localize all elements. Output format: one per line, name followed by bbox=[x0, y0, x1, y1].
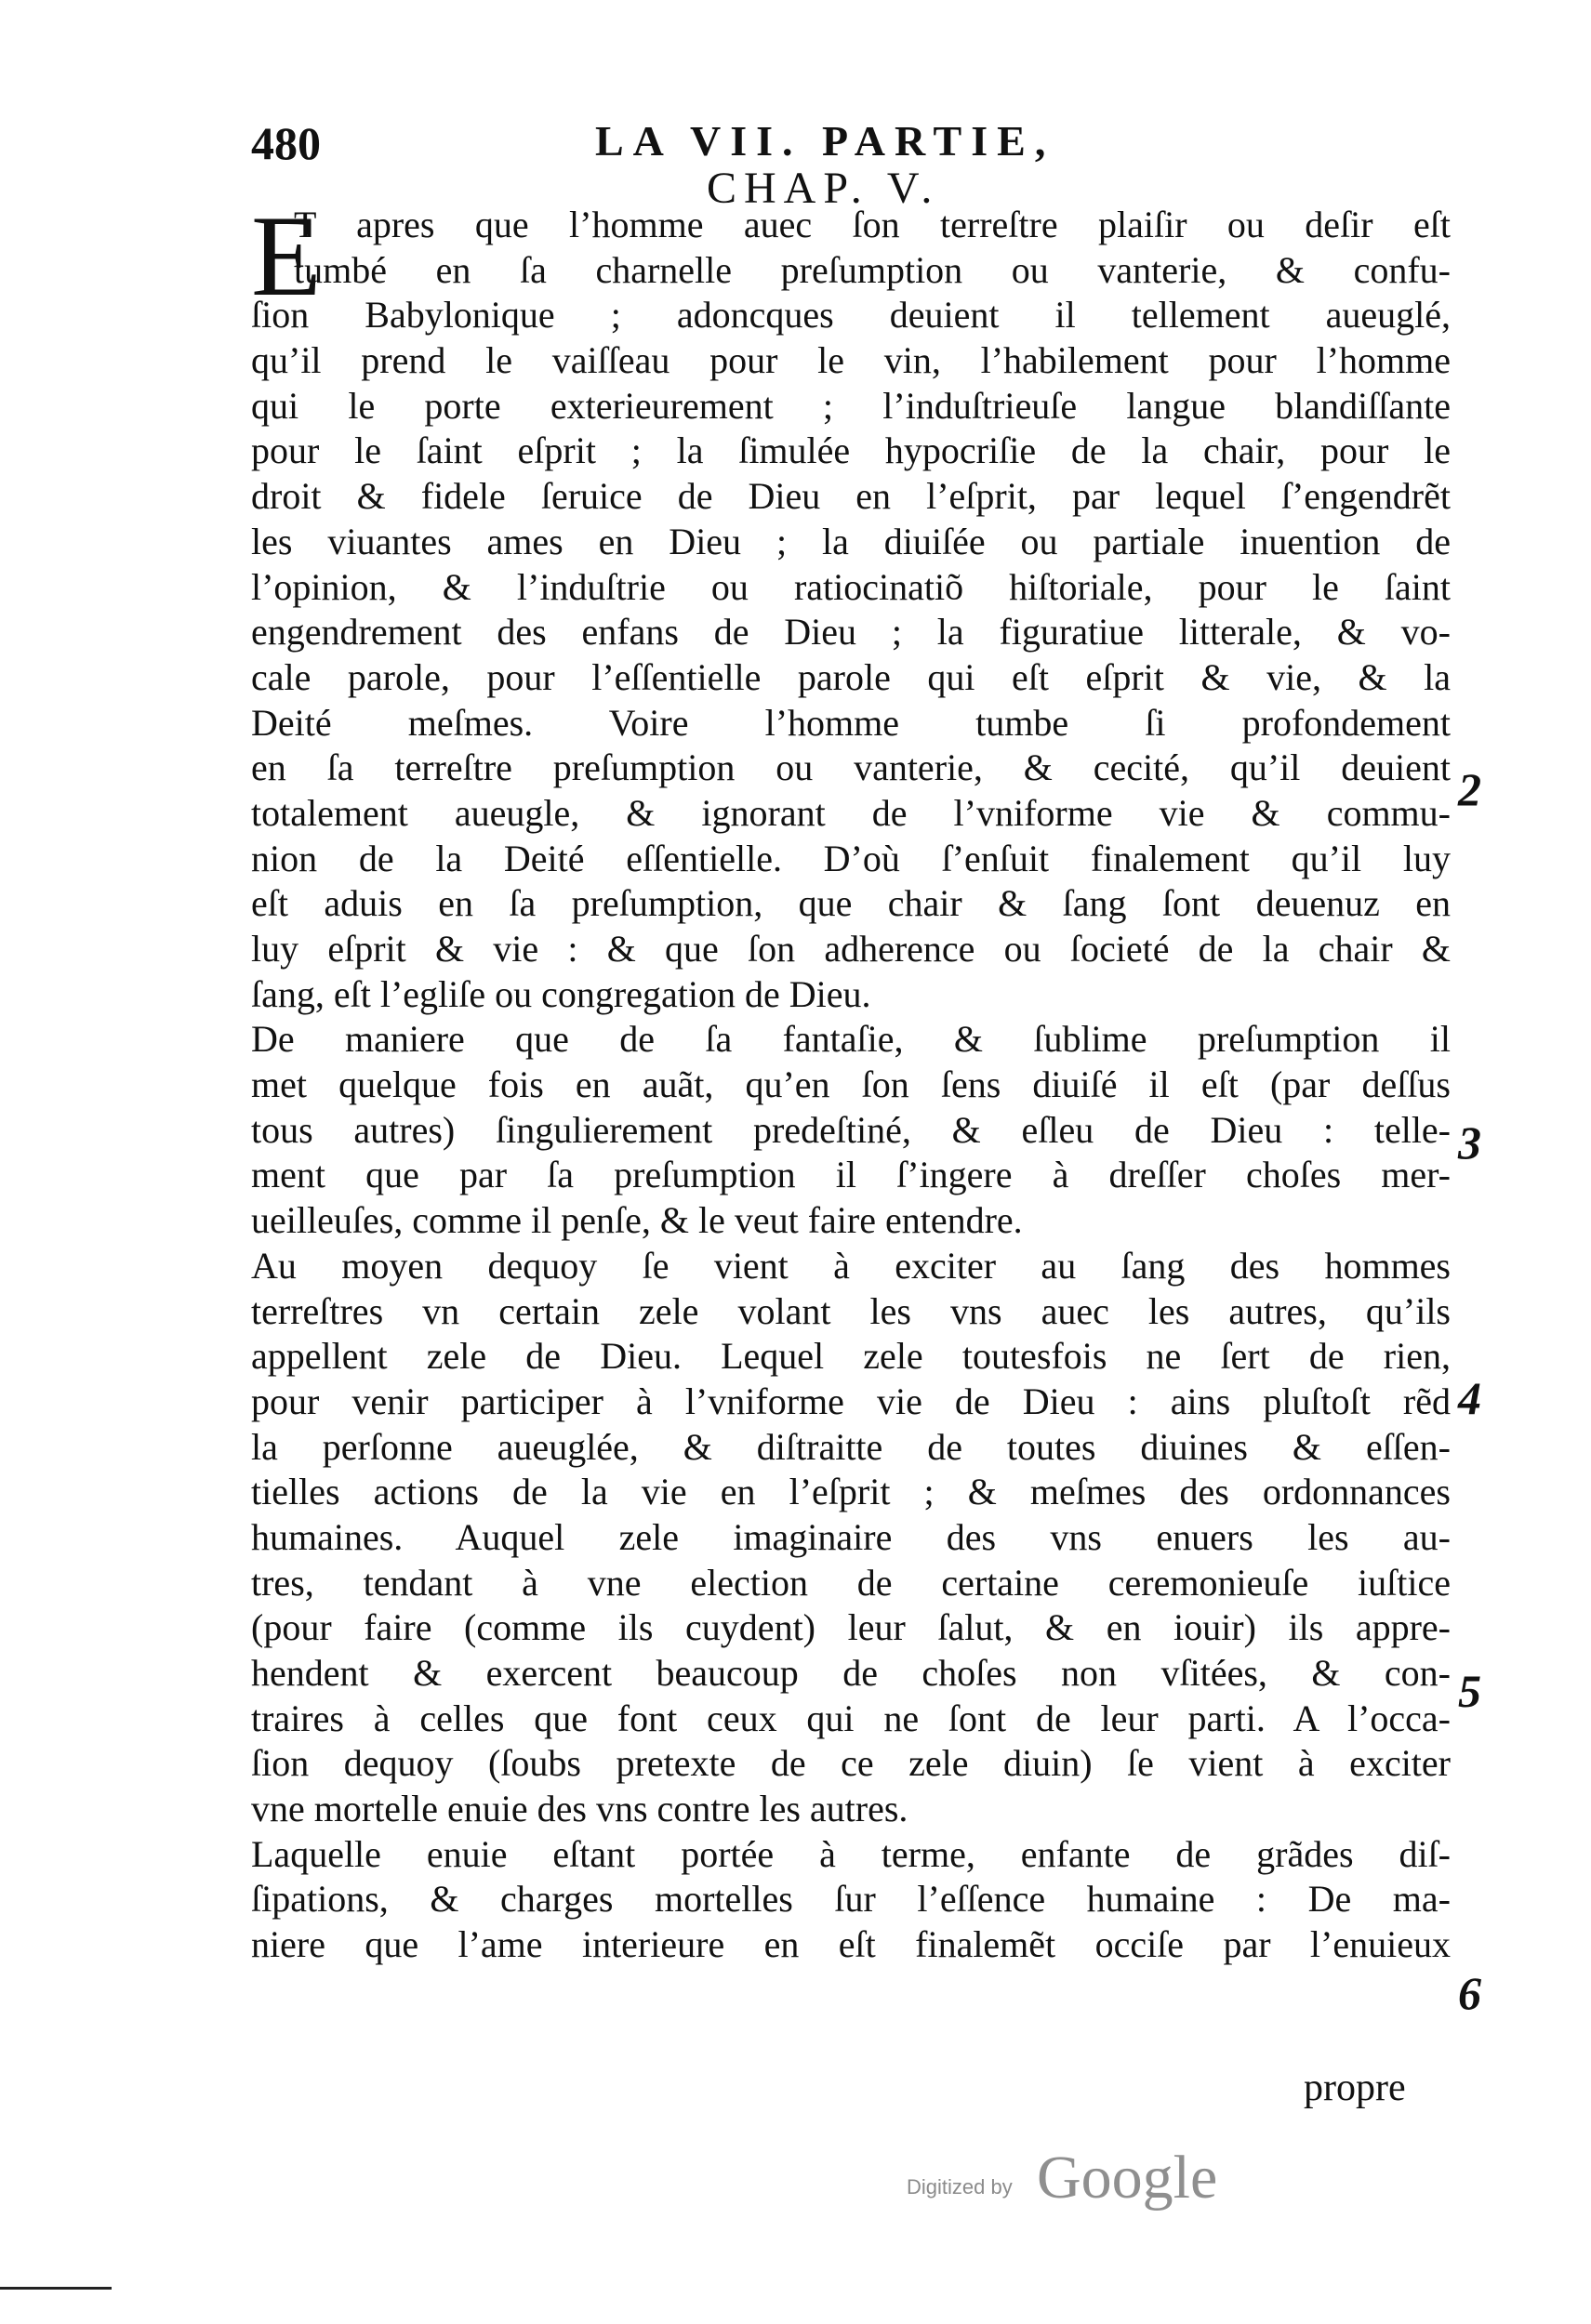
text-line: l’opinion, & l’induſtrie ou ratiocinatiõ hiſtoriale, pour le ſaint bbox=[251, 565, 1451, 608]
text-line: traires à celles que font ceux qui ne ſont de leur parti. A l’occa- bbox=[251, 1697, 1451, 1739]
chapter-title: CHAP. V. bbox=[707, 164, 940, 213]
text-line: ſion dequoy (ſoubs pretexte de ce zele diuin) ſe vient à exciter bbox=[251, 1742, 1451, 1785]
text-line: (pour faire (comme ils cuydent) leur ſalut, & en iouir) ils appre- bbox=[251, 1606, 1451, 1649]
text-line: les viuantes ames en Dieu ; la diuiſée ou partiale inuention de bbox=[251, 520, 1451, 562]
text-line: qui le porte exterieurement ; l’induſtrieuſe langue blandiſſante bbox=[251, 384, 1451, 427]
page-number: 480 bbox=[251, 117, 321, 169]
page-edge-line bbox=[0, 2287, 112, 2290]
google-logo: Google bbox=[1037, 2144, 1218, 2212]
text-line: Au moyen dequoy ſe vient à exciter au ſang des hommes bbox=[251, 1244, 1451, 1287]
text-line: totalement aueugle, & ignorant de l’vniforme vie & commu- bbox=[251, 791, 1451, 834]
text-line: tumbé en ſa charnelle preſumption ou vanterie, & confu- bbox=[294, 248, 1451, 291]
text-line: terreſtres vn certain zele volant les vns auec les autres, qu’ils bbox=[251, 1289, 1451, 1332]
text-line: Laquelle enuie eſtant portée à terme, enfante de grãdes diſ- bbox=[251, 1832, 1451, 1875]
text-line: vne mortelle enuie des vns contre les autres. bbox=[251, 1788, 908, 1830]
text-line: qu’il prend le vaiſſeau pour le vin, l’habilement pour l’homme bbox=[251, 339, 1451, 382]
text-line: hendent & exercent beaucoup de choſes non vſitées, & con- bbox=[251, 1652, 1451, 1694]
margin-number: 3 bbox=[1458, 1116, 1481, 1169]
text-line: nion de la Deité eſſentielle. D’où ſ’enſuit finalement qu’il luy bbox=[251, 837, 1451, 879]
text-line: De maniere que de ſa fantaſie, & ſublime preſumption il bbox=[251, 1018, 1451, 1061]
text-line: eſt aduis en ſa preſumption, que chair & ſang ſont deuenuz en bbox=[251, 882, 1451, 925]
text-line: pour le ſaint eſprit ; la ſimulée hypocriſie de la chair, pour le bbox=[251, 429, 1451, 472]
text-line: T apres que l’homme auec ſon terreſtre plaiſir ou deſir eſt bbox=[294, 204, 1451, 245]
text-line: tielles actions de la vie en l’eſprit ; & meſmes des ordonnances bbox=[251, 1471, 1451, 1513]
text-line: ment que par ſa preſumption il ſ’ingere à dreſſer choſes mer- bbox=[251, 1154, 1451, 1196]
text-line: engendrement des enfans de Dieu ; la figuratiue litterale, & vo- bbox=[251, 611, 1451, 654]
margin-number: 2 bbox=[1458, 763, 1481, 815]
text-line: pour venir participer à l’vniforme vie de Dieu : ains pluſtoſt rẽd bbox=[251, 1380, 1451, 1422]
running-title: LA VII. PARTIE, bbox=[595, 117, 1055, 165]
text-line: ueilleuſes, comme il penſe, & le veut faire entendre. bbox=[251, 1199, 1023, 1242]
text-line: Deité meſmes. Voire l’homme tumbe ſi profondement bbox=[251, 701, 1451, 744]
text-line: ſang, eſt l’egliſe ou congregation de Dieu. bbox=[251, 972, 871, 1015]
text-line: cale parole, pour l’eſſentielle parole qui eſt eſprit & vie, & la bbox=[251, 655, 1451, 698]
margin-number: 6 bbox=[1458, 1967, 1481, 2019]
margin-number: 5 bbox=[1458, 1665, 1481, 1717]
text-line: humaines. Auquel zele imaginaire des vns enuers les au- bbox=[251, 1515, 1451, 1558]
text-line: tres, tendant à vne election de certaine ceremonieuſe iuſtice bbox=[251, 1561, 1451, 1604]
text-line: en ſa terreſtre preſumption ou vanterie, & cecité, qu’il deuient bbox=[251, 746, 1451, 789]
text-line: ſion Babylonique ; adoncques deuient il tellement aueuglé, bbox=[251, 294, 1451, 337]
text-block bbox=[251, 192, 1451, 1968]
digitized-by-label: Digitized by bbox=[907, 2175, 1013, 2199]
text-line: la perſonne aueuglée, & diſtraitte de toutes diuines & eſſen- bbox=[251, 1425, 1451, 1468]
margin-number: 4 bbox=[1458, 1372, 1481, 1424]
catchword: propre bbox=[1304, 2067, 1406, 2109]
text-line: appellent zele de Dieu. Lequel zele toutesfois ne ſert de rien, bbox=[251, 1335, 1451, 1378]
text-line: tous autres) ſingulierement predeſtiné, & eſleu de Dieu : telle- bbox=[251, 1108, 1451, 1151]
dropcap: E bbox=[251, 192, 322, 320]
text-line: luy eſprit & vie : & que ſon adherence ou ſocieté de la chair & bbox=[251, 928, 1451, 970]
text-line: droit & fidele ſeruice de Dieu en l’eſprit, par lequel ſ’engendrẽt bbox=[251, 475, 1451, 518]
text-line: niere que l’ame interieure en eſt finalemẽt occiſe par l’enuieux bbox=[251, 1923, 1451, 1966]
text-line: ſipations, & charges mortelles ſur l’eſſence humaine : De ma- bbox=[251, 1878, 1451, 1921]
text-line: met quelque fois en auãt, qu’en ſon ſens diuiſé il eſt (par deſſus bbox=[251, 1063, 1451, 1106]
